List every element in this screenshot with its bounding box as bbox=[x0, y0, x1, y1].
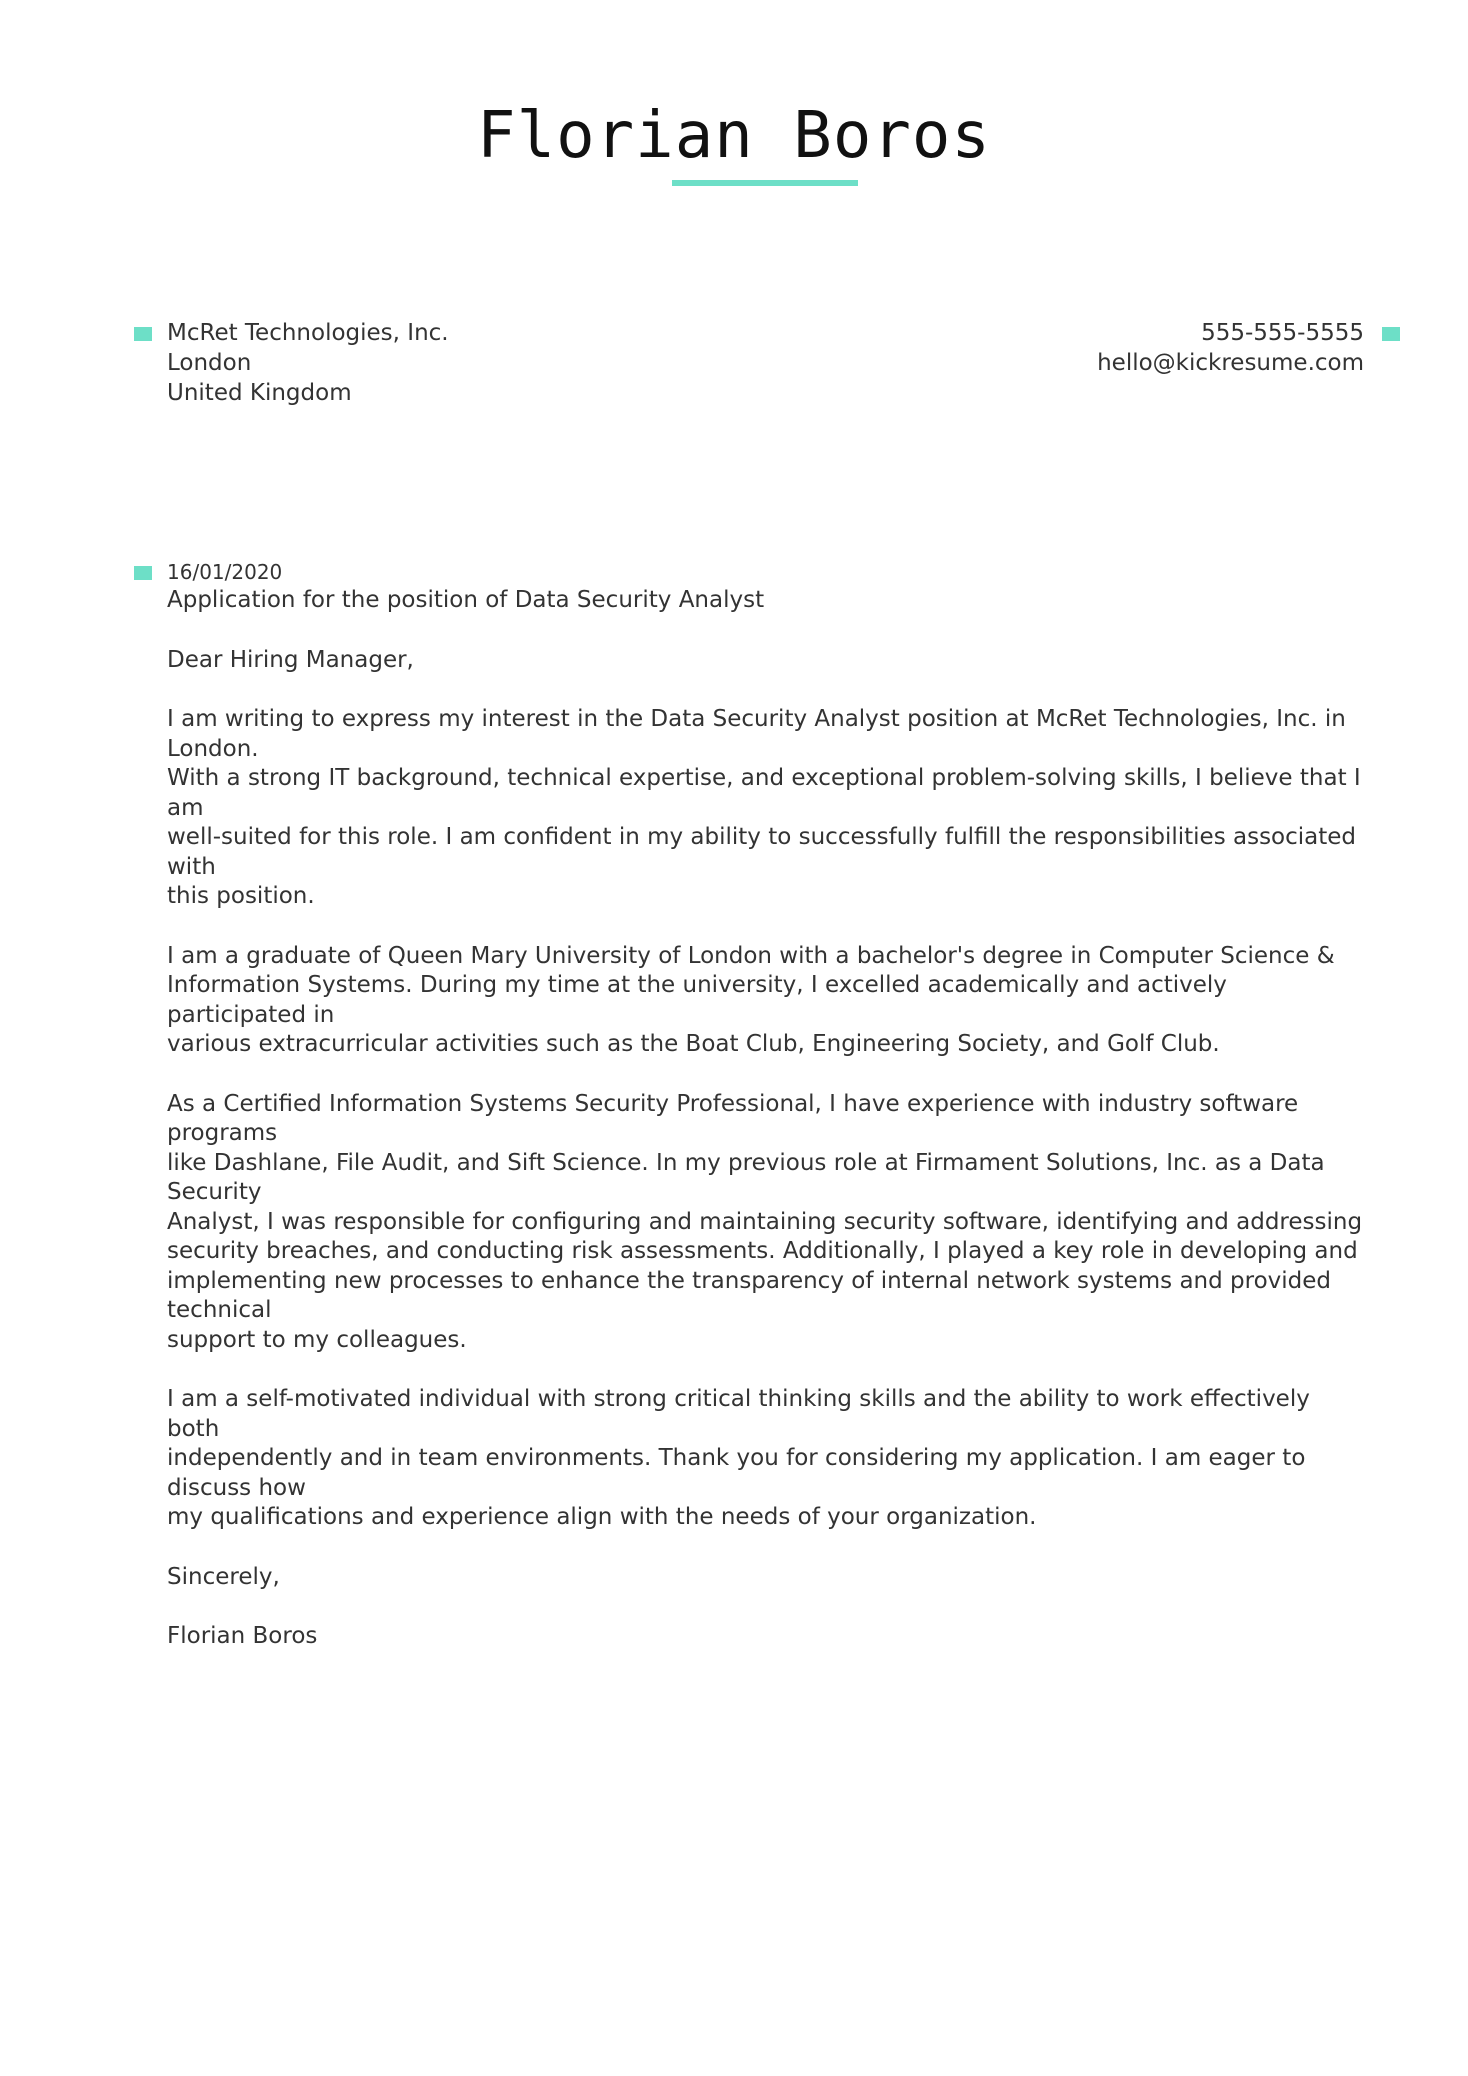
recipient-company: McRet Technologies, Inc. bbox=[167, 320, 449, 346]
letter-paragraph: As a Certified Information Systems Security Professional, I have experience with industry software programs like Dashlane, File Audit, and Sift Science. In my previous role at Firmament Solutions, Inc. as a Data Security Analyst, I was responsible for configuring and maintaining security software, identifying and addressing security breaches, and conducting risk assessments. Additionally, I played a key role in developing and implementing new processes to enhance the transparency of internal network systems and provided technical support to my colleagues. bbox=[167, 1090, 1363, 1353]
recipient-address bbox=[167, 318, 449, 408]
letter-date: 16/01/2020 bbox=[167, 560, 283, 584]
letter-paragraph: I am a graduate of Queen Mary University of London with a bachelor's degree in Computer Science & Information Systems. During my time at the university, I excelled academically and actively participated in various extracurricular activities such as the Boat Club, Engineering Society, and Golf Club. bbox=[167, 942, 1335, 1057]
letter-subject: Application for the position of Data Security Analyst bbox=[167, 587, 765, 613]
recipient-marker-icon bbox=[134, 327, 152, 341]
letter-body bbox=[167, 558, 1367, 1682]
recipient-city: London bbox=[167, 350, 252, 376]
applicant-name: Florian Boros bbox=[477, 99, 991, 173]
contact-marker-icon bbox=[1382, 327, 1400, 341]
letter-paragraph: I am a self-motivated individual with strong critical thinking skills and the ability to work effectively both independently and in team environments. Thank you for considering my application. I am eager to discuss how my qualifications and experience align with the needs of your organization. bbox=[167, 1386, 1310, 1530]
contact-phone: 555-555-5555 bbox=[1201, 320, 1364, 346]
contact-email: hello@kickresume.com bbox=[1097, 350, 1364, 376]
applicant-contact bbox=[1097, 318, 1364, 378]
letter-signature: Florian Boros bbox=[167, 1623, 318, 1649]
date-marker-icon bbox=[134, 566, 152, 580]
letter-closing: Sincerely, bbox=[167, 1563, 280, 1590]
recipient-country: United Kingdom bbox=[167, 380, 352, 406]
letter-paragraph: I am writing to express my interest in the Data Security Analyst position at McRet Technologies, Inc. in London. With a strong IT background, technical expertise, and exceptional problem-solving skills, I believe that I am well-suited for this role. I am confident in my ability to successfully fulfill the responsibilities associated with this position. bbox=[167, 706, 1361, 909]
name-underline-accent bbox=[672, 180, 858, 186]
letter-salutation: Dear Hiring Manager, bbox=[167, 646, 414, 673]
